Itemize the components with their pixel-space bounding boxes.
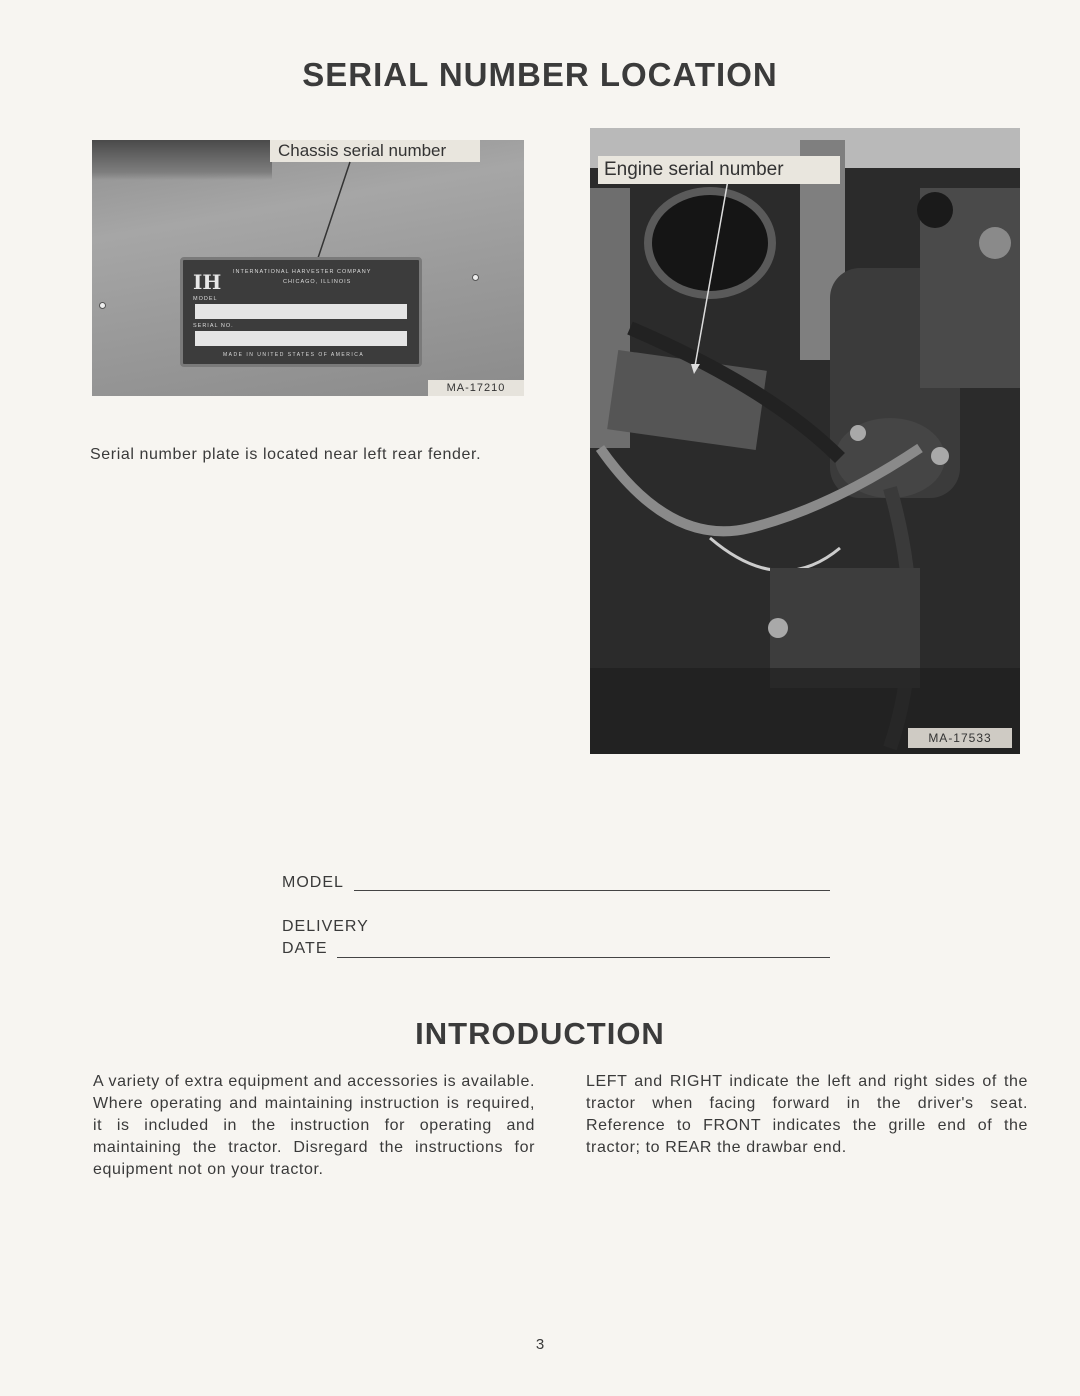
plate-city: CHICAGO, ILLINOIS: [283, 279, 352, 285]
date-line: [337, 957, 830, 958]
plate-company: INTERNATIONAL HARVESTER COMPANY: [233, 269, 372, 275]
chassis-photo: [92, 140, 524, 396]
engine-label: Engine serial number: [598, 156, 840, 184]
page-title: SERIAL NUMBER LOCATION: [302, 56, 778, 93]
plate-model-label: MODEL: [193, 296, 218, 302]
caption: Serial number plate is located near left rear fender.: [90, 446, 482, 463]
plate-serial-field: [195, 331, 407, 346]
rivet: [472, 274, 479, 281]
chassis-label: Chassis serial number: [270, 140, 480, 162]
intro-heading: INTRODUCTION: [415, 1016, 665, 1051]
engine-drawing: [590, 128, 1020, 754]
plate-serial-label: SERIAL NO.: [193, 323, 234, 329]
serial-plate: [180, 257, 422, 367]
rivet: [99, 302, 106, 309]
model-label: MODEL: [282, 874, 344, 891]
plate-model-field: [195, 304, 407, 319]
model-line: [354, 890, 830, 891]
plate-made: MADE IN UNITED STATES OF AMERICA: [223, 352, 365, 358]
chassis-photo-code: MA-17210: [428, 380, 524, 396]
delivery-label: DELIVERY: [282, 918, 369, 935]
page-number: 3: [535, 1336, 545, 1353]
date-label: DATE: [282, 940, 328, 957]
intro-left-text: A variety of extra equipment and accessories is available. Where operating and maintaining instruction is required, it is included in the instruction for operating and maintaining the tractor. Disregard the instructions for equipment not on your tractor.: [93, 1073, 535, 1178]
engine-photo-code: MA-17533: [908, 728, 1012, 748]
engine-photo: [590, 128, 1020, 754]
intro-right-text: LEFT and RIGHT indicate the left and right sides of the tractor when facing forward in the driver's seat. Reference to FRONT indicates the grille end of the tractor; to REAR the drawbar end.: [586, 1073, 1028, 1156]
ih-logo: IH: [193, 270, 222, 294]
